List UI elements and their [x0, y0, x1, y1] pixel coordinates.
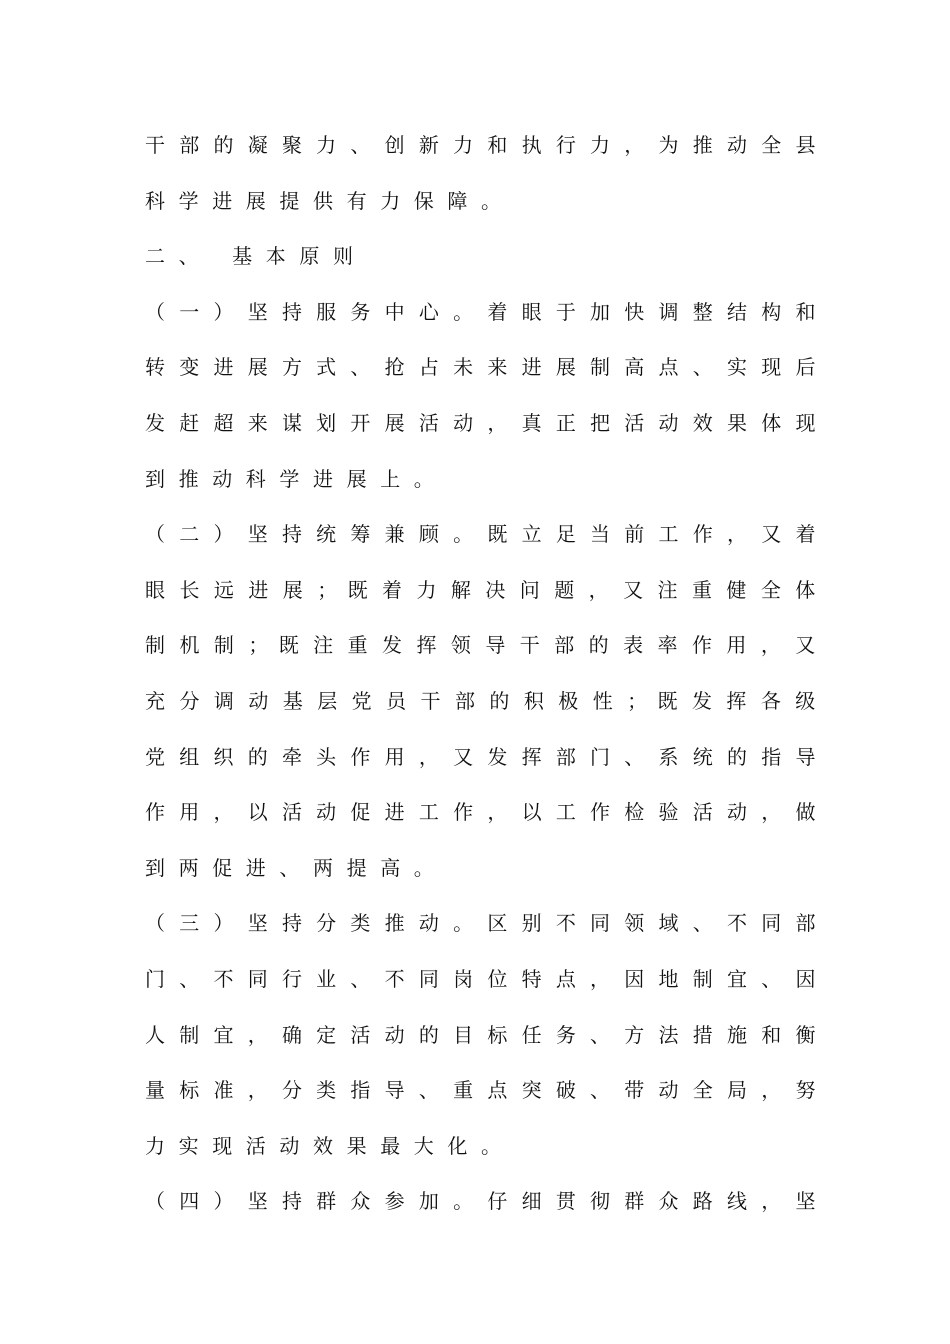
text-line: （ 三 ） 坚 持 分 类 推 动 。 区 别 不 同 领 域 、 不 同 部	[145, 911, 815, 936]
text-line: 发 赶 超 来 谋 划 开 展 活 动 ， 真 正 把 活 动 效 果 体 现	[145, 410, 815, 435]
text-line: 人 制 宜 ， 确 定 活 动 的 目 标 任 务 、 方 法 措 施 和 衡	[145, 1022, 815, 1047]
text-line: 到推动科学进展上。	[145, 466, 448, 491]
body-text	[145, 118, 815, 1230]
text-line: 门 、 不 同 行 业 、 不 同 岗 位 特 点 ， 因 地 制 宜 、 因	[145, 966, 815, 991]
text-line: 量 标 准 ， 分 类 指 导 、 重 点 突 破 、 带 动 全 局 ， 努	[145, 1078, 815, 1103]
text-line: 干 部 的 凝 聚 力 、 创 新 力 和 执 行 力 ， 为 推 动 全 县	[145, 133, 815, 157]
text-line: 党 组 织 的 牵 头 作 用 ， 又 发 挥 部 门 、 系 统 的 指 导	[145, 744, 815, 769]
text-line: 眼 长 远 进 展 ； 既 着 力 解 决 问 题 ， 又 注 重 健 全 体	[145, 577, 815, 602]
text-line: 到两促进、两提高。	[145, 855, 448, 880]
text-line: 作 用 ， 以 活 动 促 进 工 作 ， 以 工 作 检 验 活 动 ， 做	[145, 800, 815, 825]
text-line: 充 分 调 动 基 层 党 员 干 部 的 积 极 性 ； 既 发 挥 各 级	[145, 688, 815, 713]
text-line: （ 二 ） 坚 持 统 筹 兼 顾 。 既 立 足 当 前 工 作 ， 又 着	[145, 522, 815, 547]
text-line: 制 机 制 ； 既 注 重 发 挥 领 导 干 部 的 表 率 作 用 ， 又	[145, 633, 815, 658]
section-heading: 二、 基本原则	[145, 244, 367, 269]
text-line: 力实现活动效果最大化。	[145, 1133, 515, 1158]
text-line: （ 四 ） 坚 持 群 众 参 加 。 仔 细 贯 彻 群 众 路 线 ， 坚	[145, 1189, 815, 1214]
text-line: 科学进展提供有力保障。	[145, 188, 515, 213]
text-line: 转 变 进 展 方 式 、 抢 占 未 来 进 展 制 高 点 、 实 现 后	[145, 355, 815, 380]
text-line: （ 一 ） 坚 持 服 务 中 心 。 着 眼 于 加 快 调 整 结 构 和	[145, 299, 815, 324]
